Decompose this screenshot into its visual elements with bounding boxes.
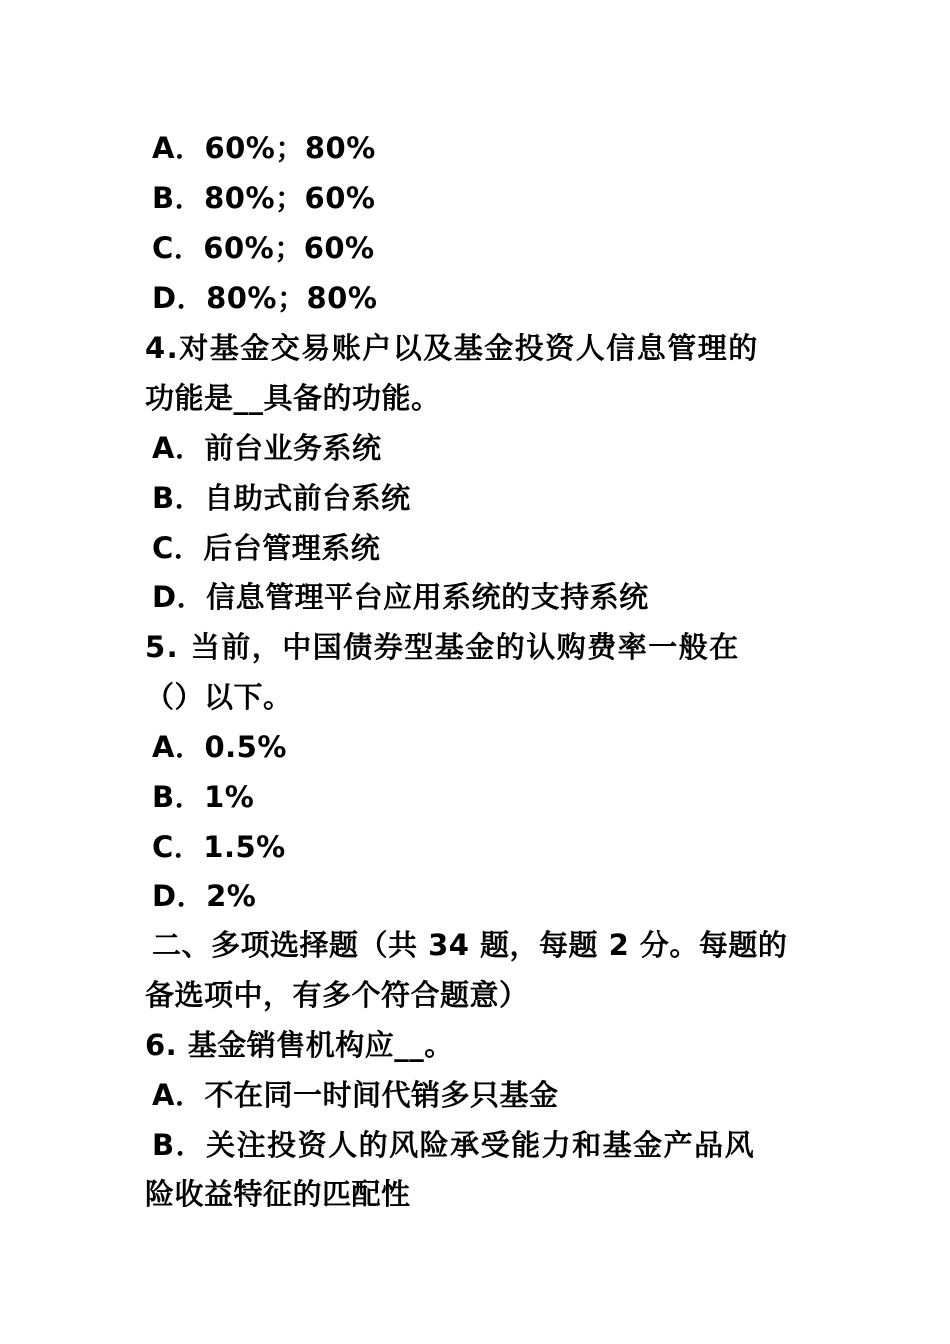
q6-option-b-line1: B．关注投资人的风险承受能力和基金产品风 bbox=[152, 1128, 756, 1162]
q5-option-a: A．0.5% bbox=[152, 730, 287, 764]
q4-option-a: A．前台业务系统 bbox=[152, 431, 382, 465]
q4-option-d: D．信息管理平台应用系统的支持系统 bbox=[152, 580, 649, 614]
q4-stem-line2: 功能是__具备的功能。 bbox=[145, 381, 441, 415]
q5-option-b: B．1% bbox=[152, 780, 255, 814]
q3-option-d: D．80%；80% bbox=[152, 281, 378, 315]
section2-heading-line1: 二、多项选择题（共 34 题，每题 2 分。每题的 bbox=[152, 928, 788, 962]
q6-option-b-line2: 险收益特征的匹配性 bbox=[145, 1177, 411, 1211]
q5-option-c: C．1.5% bbox=[152, 830, 286, 864]
q4-option-b: B．自助式前台系统 bbox=[152, 481, 411, 515]
q5-option-d: D．2% bbox=[152, 879, 257, 913]
q6-option-a: A．不在同一时间代销多只基金 bbox=[152, 1078, 559, 1112]
q3-option-c: C．60%；60% bbox=[152, 231, 375, 265]
q5-stem-line2: （）以下。 bbox=[145, 680, 293, 714]
q3-option-a: A．60%；80% bbox=[152, 131, 376, 165]
q4-option-c: C．后台管理系统 bbox=[152, 531, 381, 565]
section2-heading-line2: 备选项中，有多个符合题意） bbox=[145, 978, 529, 1012]
q3-option-b: B．80%；60% bbox=[152, 181, 376, 215]
q5-stem-line1: 5. 当前，中国债券型基金的认购费率一般在 bbox=[145, 630, 740, 664]
q4-stem-line1: 4.对基金交易账户以及基金投资人信息管理的 bbox=[145, 331, 759, 365]
q6-stem: 6. 基金销售机构应__。 bbox=[145, 1028, 454, 1062]
